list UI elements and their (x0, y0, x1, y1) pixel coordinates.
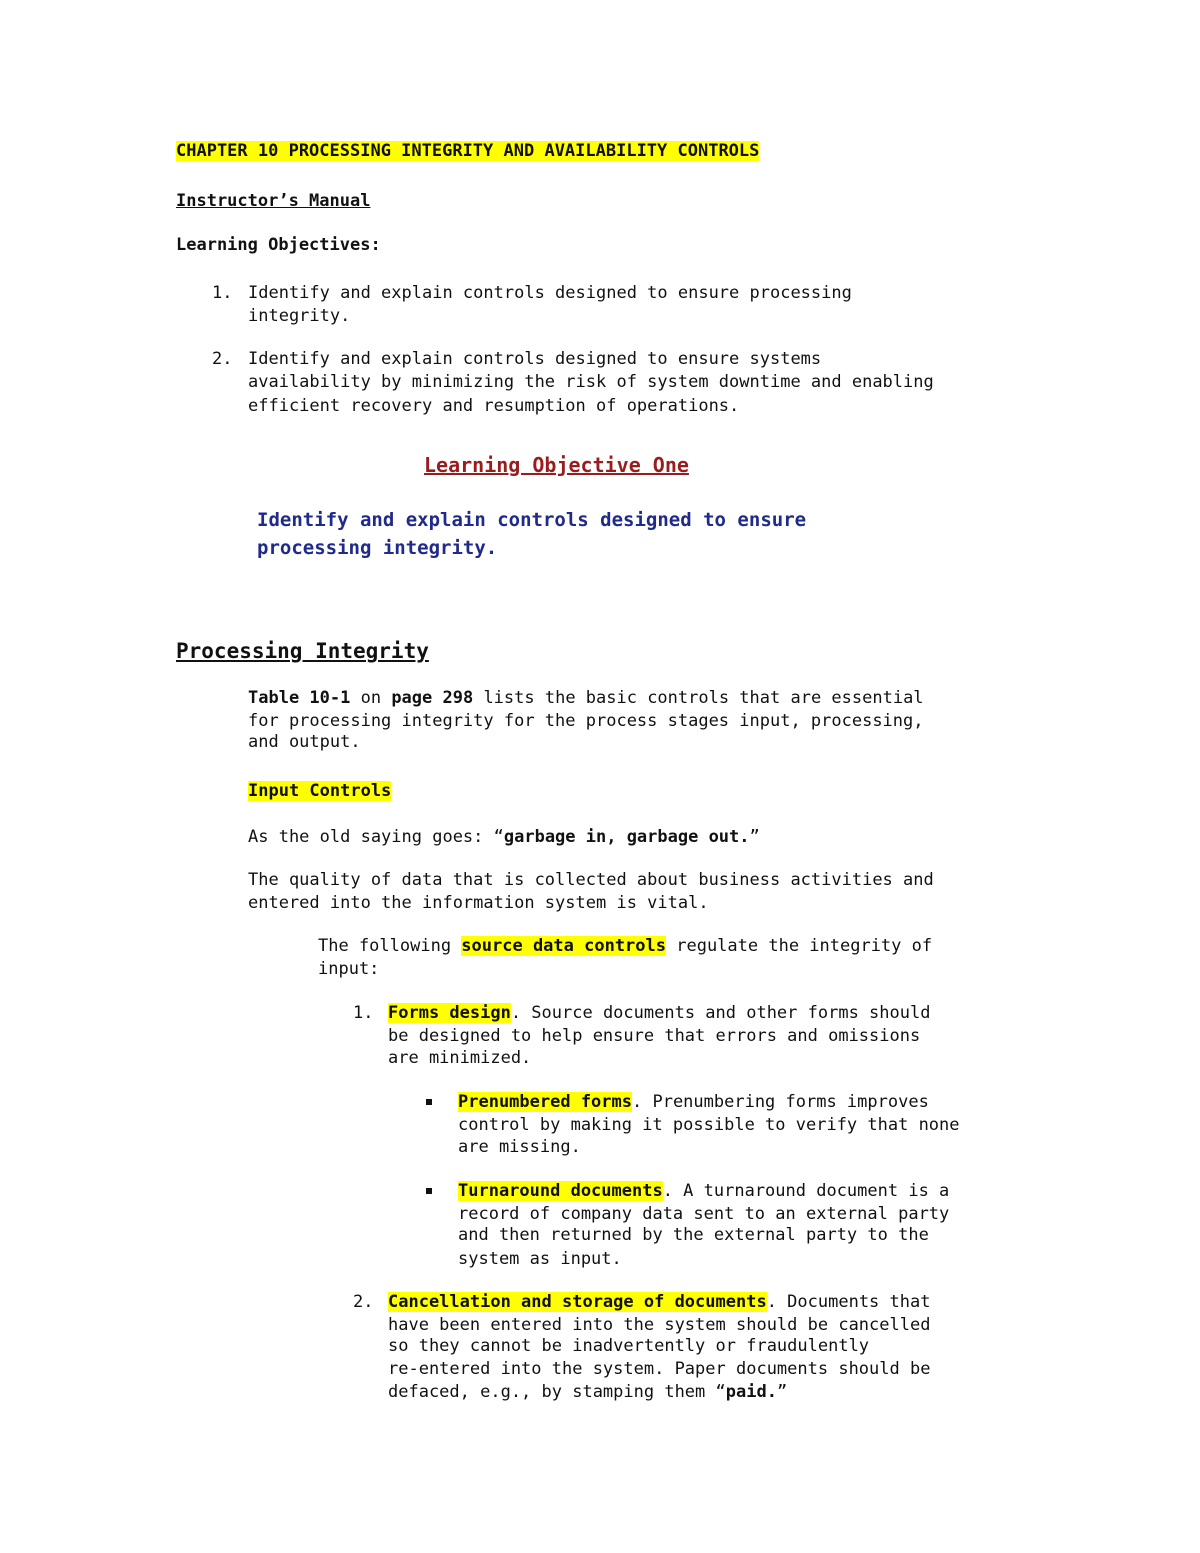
item-2-line: have been entered into the system should be cancelled (388, 1315, 931, 1335)
paid-term: paid. (725, 1382, 777, 1402)
item-1-number: 1. (353, 1003, 374, 1023)
bullet-b-line (458, 1180, 949, 1202)
manual-label: Instructor’s Manual (176, 191, 371, 211)
chapter-title (176, 140, 759, 162)
page-ref: page 298 (391, 688, 474, 708)
source-controls-line: input: (318, 959, 380, 979)
source-suffix: regulate the integrity of (666, 936, 933, 956)
input-controls-label: Input Controls (248, 781, 392, 801)
source-data-controls-term: source data controls (461, 936, 666, 956)
forms-design-term: Forms design (388, 1003, 511, 1023)
item-1-line: are minimized. (388, 1048, 532, 1068)
quality-line: The quality of data that is collected about business activities and (248, 870, 934, 890)
intro-text: on (350, 688, 392, 708)
input-controls-heading (248, 780, 391, 802)
objectives-label: Learning Objectives: (176, 235, 381, 255)
objective-2-line: Identify and explain controls designed to ensure systems (248, 349, 822, 369)
item-2-number: 2. (353, 1292, 374, 1312)
table-ref: Table 10-1 (248, 688, 351, 708)
cancellation-storage-term: Cancellation and storage of documents (388, 1292, 767, 1312)
lo-one-subtitle-line: Identify and explain controls designed to ensure (257, 509, 807, 531)
bullet-a-line (458, 1091, 929, 1113)
item-2-line (388, 1291, 930, 1313)
saying-prefix: As the old saying goes: “ (248, 827, 504, 847)
objective-1-line: integrity. (248, 306, 351, 326)
item-1-text: . Source documents and other forms should (510, 1003, 931, 1023)
item-2-last-suffix: ” (776, 1382, 788, 1402)
item-1-line (388, 1002, 930, 1024)
bullet-a-line: are missing. (458, 1137, 581, 1157)
bullet-a-text: . Prenumbering forms improves (632, 1092, 929, 1112)
bullet-icon (426, 1099, 432, 1105)
item-2-last-prefix: defaced, e.g., by stamping them “ (388, 1382, 726, 1402)
bullet-b-line: and then returned by the external party to the (458, 1225, 929, 1245)
bullet-b-line: record of company data sent to an external party (458, 1204, 950, 1224)
objective-2-number: 2. (212, 349, 233, 369)
bullet-b-text: . A turnaround document is a (662, 1181, 950, 1201)
turnaround-documents-term: Turnaround documents (458, 1181, 663, 1201)
objective-2-line: efficient recovery and resumption of operations. (248, 396, 740, 416)
bullet-b-line: system as input. (458, 1249, 622, 1269)
objective-1-line: Identify and explain controls designed to ensure processing (248, 283, 852, 303)
bullet-icon (426, 1188, 432, 1194)
item-2-line (388, 1381, 787, 1403)
quality-line: entered into the information system is vital. (248, 893, 709, 913)
saying-suffix: ” (749, 827, 760, 847)
section-heading: Processing Integrity (176, 639, 429, 663)
prenumbered-forms-term: Prenumbered forms (458, 1092, 632, 1112)
intro-line: for processing integrity for the process stages input, processing, (248, 711, 924, 731)
objective-1-number: 1. (212, 283, 233, 303)
source-controls-line (318, 935, 932, 957)
lo-one-heading: Learning Objective One (424, 453, 689, 477)
lo-one-subtitle-line: processing integrity. (257, 537, 498, 559)
item-2-line: so they cannot be inadvertently or fraudulently (388, 1336, 870, 1356)
item-1-line: be designed to help ensure that errors and omissions (388, 1026, 921, 1046)
saying-line (248, 826, 760, 848)
intro-line: and output. (248, 732, 361, 752)
intro-line (248, 687, 924, 709)
bullet-a-line: control by making it possible to verify that none (458, 1115, 960, 1135)
item-2-line: re-entered into the system. Paper documents should be (388, 1359, 931, 1379)
source-prefix: The following (318, 936, 462, 956)
objective-2-line: availability by minimizing the risk of system downtime and enabling (248, 372, 934, 392)
chapter-title-text: CHAPTER 10 PROCESSING INTEGRITY AND AVAILABILITY CONTROLS (176, 141, 760, 161)
intro-text: lists the basic controls that are essential (473, 688, 924, 708)
item-2-text: . Documents that (766, 1292, 931, 1312)
saying-bold: garbage in, garbage out. (503, 827, 750, 847)
